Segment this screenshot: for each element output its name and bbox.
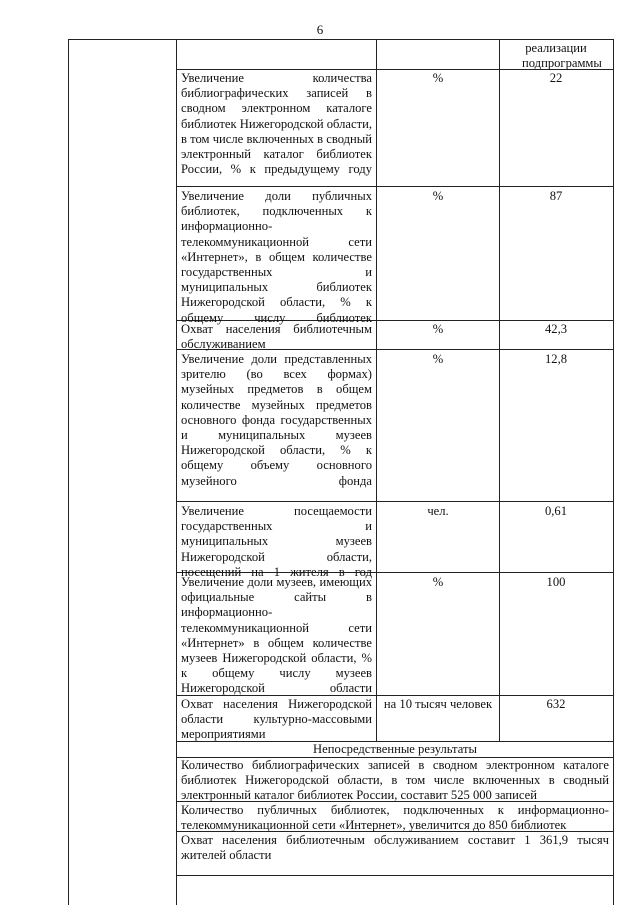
row-value: 12,8: [544, 352, 568, 366]
row-unit: на 10 тысяч человек: [383, 697, 493, 711]
row-divider: [176, 875, 614, 876]
row-divider: [68, 39, 614, 40]
row-value: 87: [549, 189, 563, 203]
row-description: Увеличение доли публичных библиотек, подключенных к информационно-телекоммуникационной сети «Интернет», в общем количестве государственных и муниципальных библиотек Нижегородской области, % к общему числу библиотек: [181, 189, 372, 325]
row-description: Увеличение доли музеев, имеющих официальные сайты в информационно-телекоммуникационной сети «Интернет» в общем количестве музеев Нижегородской области, % к общему числу музеев Нижегородской области: [181, 575, 372, 696]
row-divider: [176, 186, 614, 187]
table-divider: [376, 39, 377, 742]
row-description: Увеличение количества библиографических записей в сводном электронном каталоге библиотек Нижегородской области, в том числе включенных в сводный электронный каталог библиотек России, % к предыдущему году: [181, 71, 373, 177]
row-value: 100: [546, 575, 566, 589]
direct-results-title: Непосредственные результаты: [313, 742, 477, 756]
page-number: 6: [316, 22, 324, 37]
direct-result-item: Количество библиографических записей в сводном электронном каталоге библиотек Нижегородской области, в том числе включенных в сводный электронный каталог библиотек России, составит 525 000 записей: [181, 758, 609, 803]
row-unit: %: [432, 189, 444, 203]
header-value-label: реализации подпрограммы: [522, 41, 602, 71]
row-description: Увеличение доли представленных зрителю (во всех формах) музейных предметов в общем количестве музейных предметов основного фонда государственных и муниципальных музеев Нижегородской области, % к общему объему основного музейного фонда: [181, 352, 372, 488]
row-description: Увеличение посещаемости государственных и муниципальных музеев Нижегородской области, посещений на 1 жителя в год: [181, 504, 372, 579]
direct-result-item: Охват населения библиотечным обслуживанием составит 1 361,9 тысяч жителей области: [181, 833, 609, 863]
row-unit: чел.: [427, 504, 449, 518]
table-divider: [176, 39, 177, 905]
table-divider: [499, 39, 500, 742]
row-value: 632: [546, 697, 566, 711]
row-description: Охват населения библиотечным обслуживанием: [181, 322, 372, 352]
row-description: Охват населения Нижегородской области культурно-массовыми мероприятиями: [181, 697, 372, 742]
row-value: 22: [549, 71, 563, 85]
table-border-left: [68, 39, 69, 905]
row-unit: %: [432, 322, 444, 336]
row-value: 42,3: [544, 322, 568, 336]
direct-result-item: Количество публичных библиотек, подключенных к информационно-телекоммуникационной сети «Интернет», увеличится до 850 библиотек: [181, 803, 609, 833]
row-unit: %: [432, 352, 444, 366]
row-divider: [176, 501, 614, 502]
table-border-right: [613, 39, 614, 905]
row-value: 0,61: [544, 504, 568, 518]
row-unit: %: [432, 575, 444, 589]
row-unit: %: [432, 71, 444, 85]
